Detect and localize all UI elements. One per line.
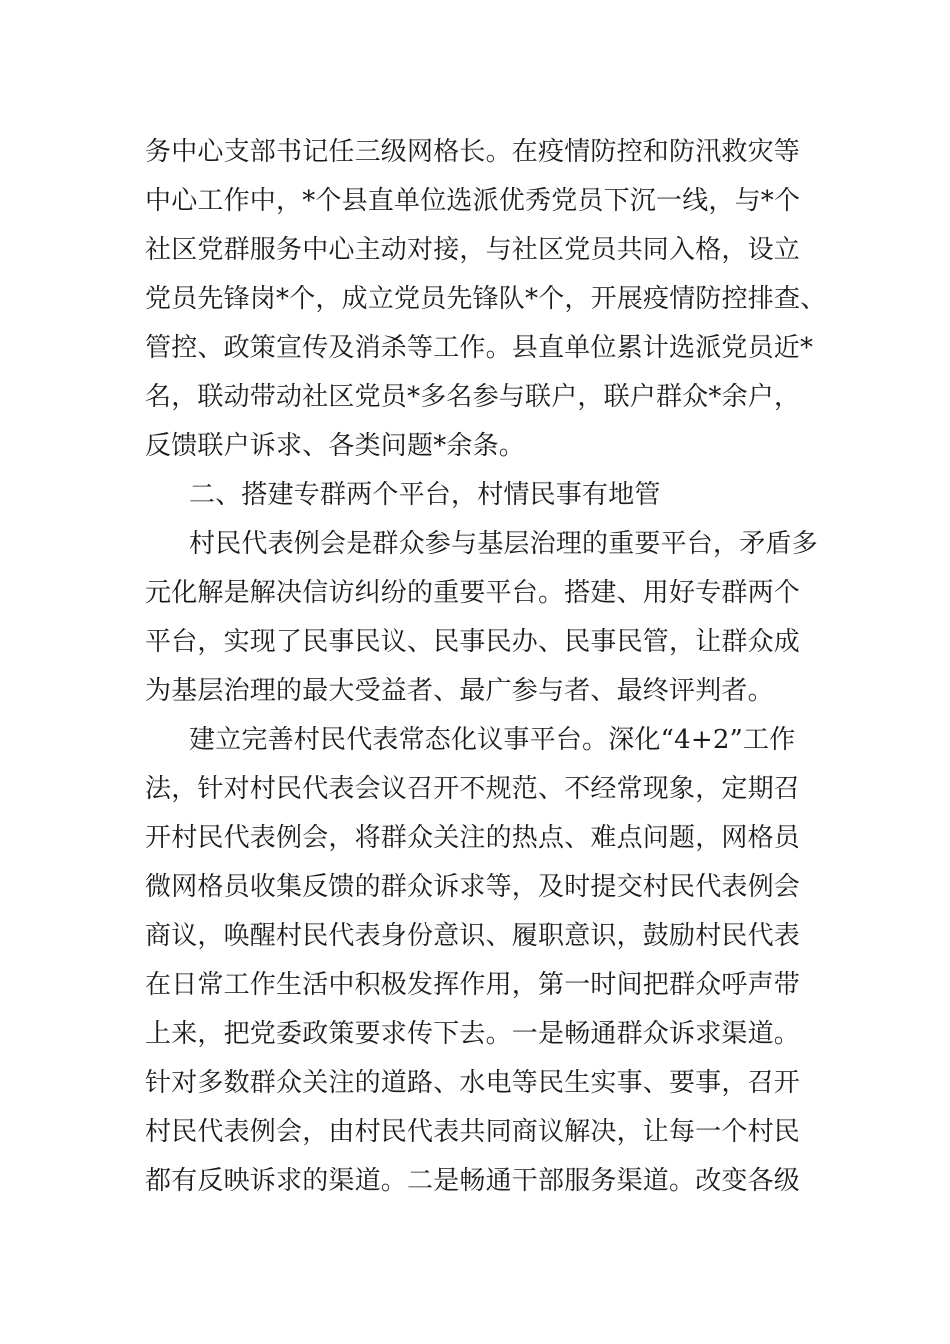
text-line: 开村民代表例会，将群众关注的热点、难点问题，网格员 xyxy=(145,823,801,853)
section-heading: 二、搭建专群两个平台，村情民事有地管 xyxy=(189,480,661,510)
text-line: 上来，把党委政策要求传下去。一是畅通群众诉求渠道。 xyxy=(145,1019,801,1049)
text-line: 针对多数群众关注的道路、水电等民生实事、要事，召开 xyxy=(145,1068,801,1098)
text-line: 法，针对村民代表会议召开不规范、不经常现象，定期召 xyxy=(145,774,801,804)
paragraph-first-line: 村民代表例会是群众参与基层治理的重要平台，矛盾多 xyxy=(189,529,818,559)
text-line: 为基层治理的最大受益者、最广参与者、最终评判者。 xyxy=(145,676,774,706)
text-line: 微网格员收集反馈的群众诉求等，及时提交村民代表例会 xyxy=(145,872,801,902)
document-body xyxy=(145,128,825,1206)
text-line: 社区党群服务中心主动对接，与社区党员共同入格，设立 xyxy=(145,235,801,265)
text-line: 反馈联户诉求、各类问题*余条。 xyxy=(145,431,526,461)
text-line: 都有反映诉求的渠道。二是畅通干部服务渠道。改变各级 xyxy=(145,1166,801,1196)
text-line: 管控、政策宣传及消杀等工作。县直单位累计选派党员近* xyxy=(145,333,814,363)
text-line: 名，联动带动社区党员*多名参与联户，联户群众*余户， xyxy=(145,382,801,412)
paragraph-first-line: 建立完善村民代表常态化议事平台。深化“4+2”工作 xyxy=(189,725,796,755)
text-line: 商议，唤醒村民代表身份意识、履职意识，鼓励村民代表 xyxy=(145,921,801,951)
text-line: 村民代表例会，由村民代表共同商议解决，让每一个村民 xyxy=(145,1117,801,1147)
text-line: 党员先锋岗*个，成立党员先锋队*个，开展疫情防控排查、 xyxy=(145,284,827,314)
text-line: 务中心支部书记任三级网格长。在疫情防控和防汛救灾等 xyxy=(145,137,801,167)
text-line: 平台，实现了民事民议、民事民办、民事民管，让群众成 xyxy=(145,627,801,657)
text-line: 在日常工作生活中积极发挥作用，第一时间把群众呼声带 xyxy=(145,970,801,1000)
text-line: 元化解是解决信访纠纷的重要平台。搭建、用好专群两个 xyxy=(145,578,801,608)
text-line: 中心工作中，*个县直单位选派优秀党员下沉一线，与*个 xyxy=(145,186,801,216)
